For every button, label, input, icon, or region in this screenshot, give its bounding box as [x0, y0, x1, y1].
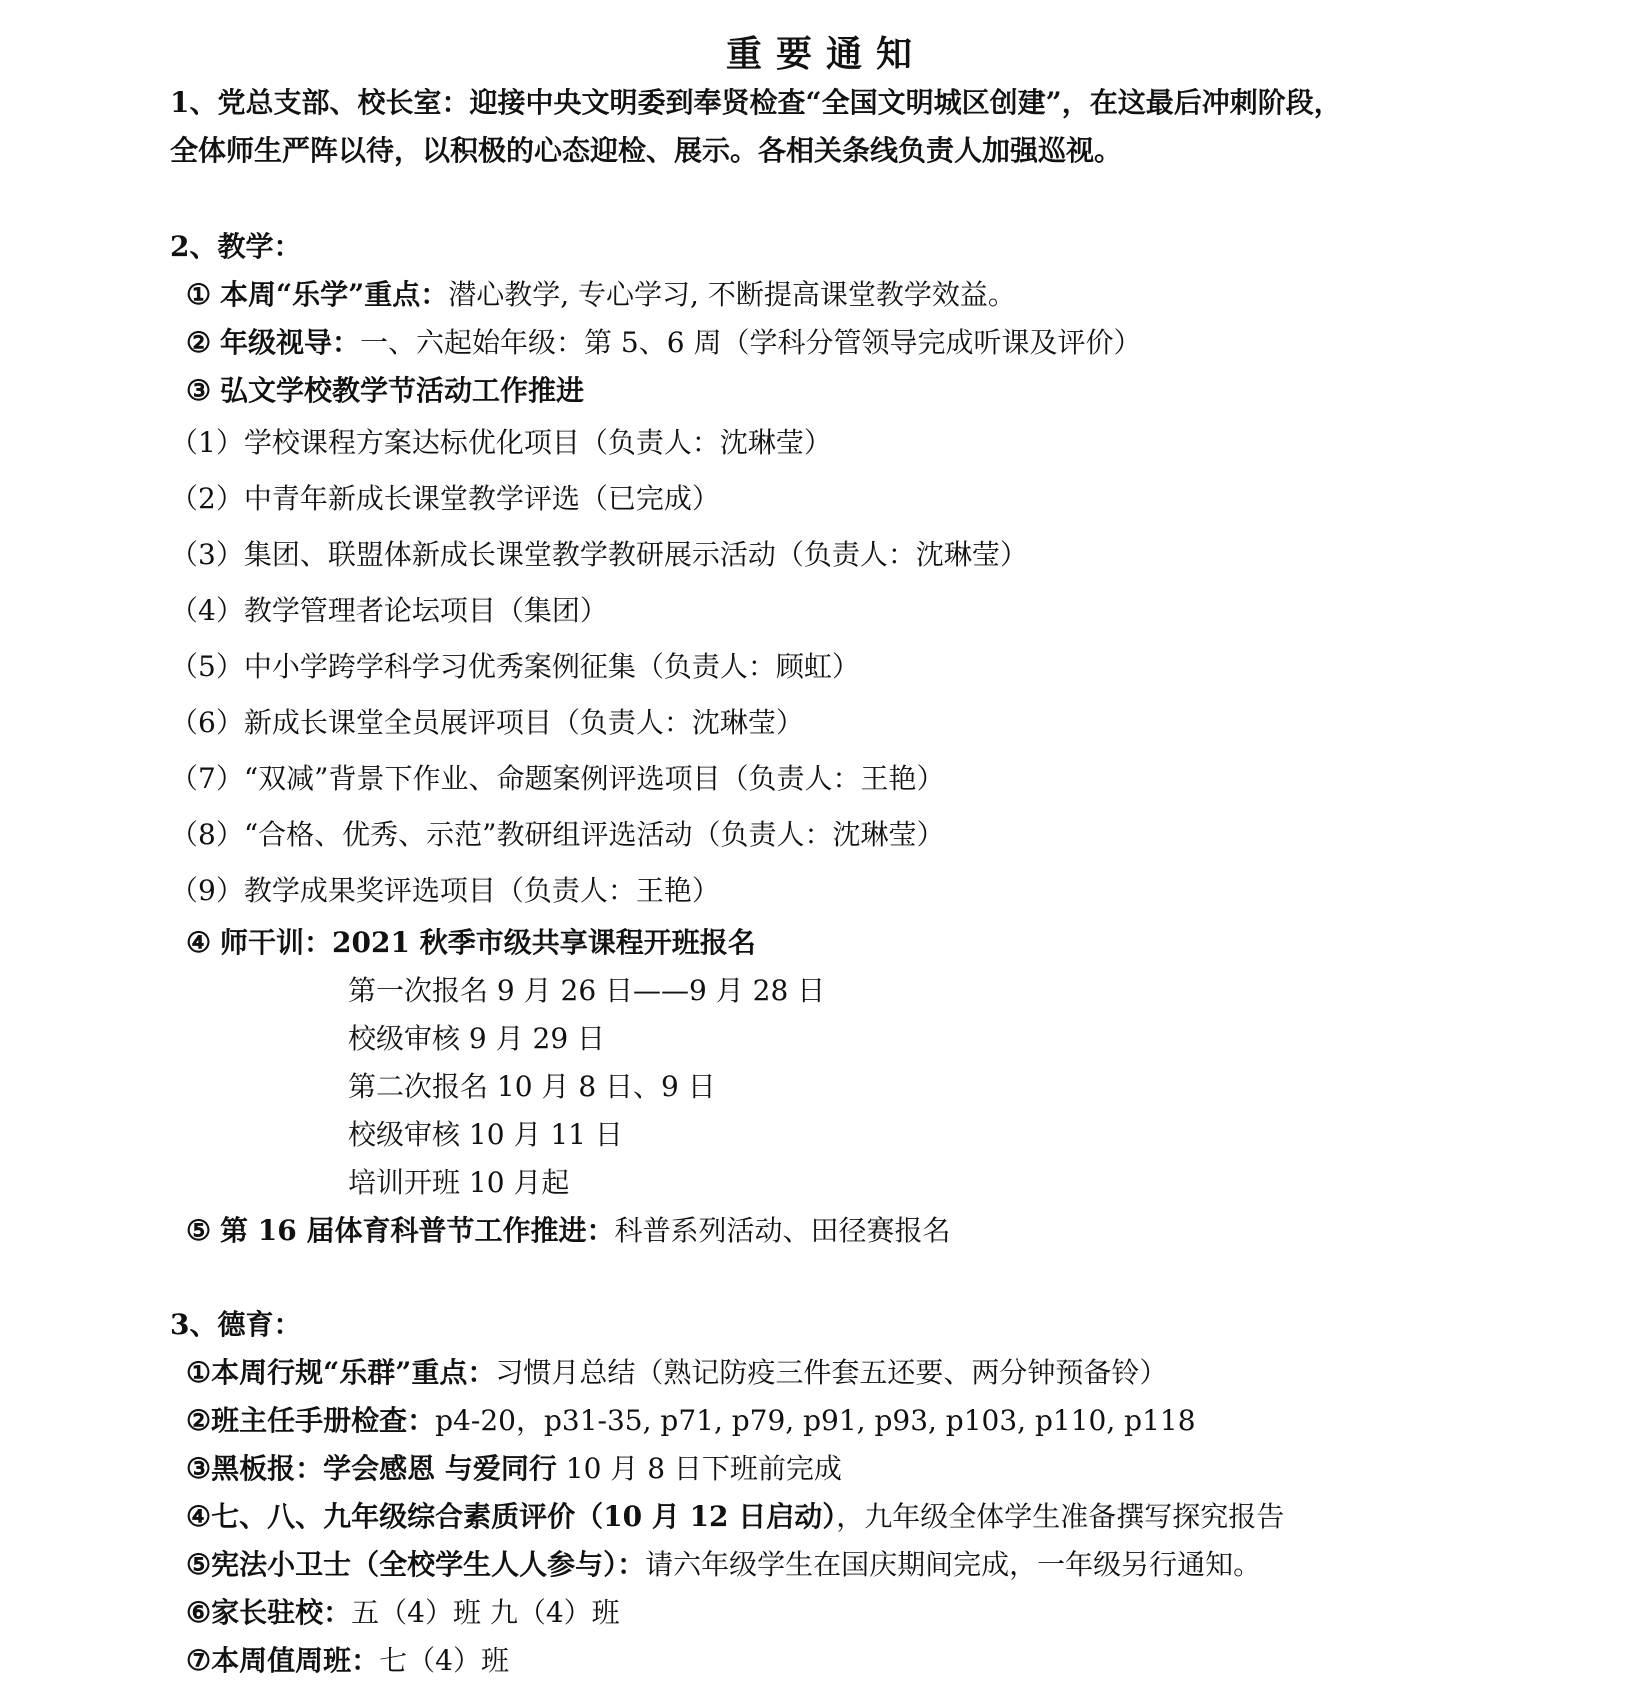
item-text: 五（4）班 九（4）班: [351, 1596, 620, 1629]
item-label: 黑板报：学会感恩 与爱同行: [211, 1452, 557, 1485]
list-item: （1）学校课程方案达标优化项目（负责人：沈琳莹）: [170, 426, 832, 459]
list-item: （6）新成长课堂全员展评项目（负责人：沈琳莹）: [170, 706, 804, 739]
item-label: 宪法小卫士（全校学生人人参与）：: [211, 1548, 646, 1581]
item-label: 本周行规“乐群”重点：: [211, 1356, 496, 1389]
item-number-4: ④: [186, 926, 212, 959]
item-text: 潜心教学, 专心学习, 不断提高课堂教学效益。: [448, 278, 1016, 311]
item-number-3: ③: [186, 1452, 212, 1485]
item-text: 习惯月总结（熟记防疫三件套五还要、两分钟预备铃）: [495, 1356, 1168, 1389]
item-number-7: ⑦: [186, 1644, 212, 1677]
item-text: 科普系列活动、田径赛报名: [614, 1214, 951, 1247]
section-2-heading: 2、教学：: [170, 230, 302, 263]
schedule-row: 第二次报名 10 月 8 日、9 日: [348, 1070, 716, 1103]
section-1-line-2: 全体师生严阵以待，以积极的心态迎检、展示。各相关条线负责人加强巡视。: [170, 134, 1123, 167]
moral-item-2: [186, 1404, 1196, 1438]
list-item: （9）教学成果奖评选项目（负责人：王艳）: [170, 874, 720, 907]
schedule-row: 培训开班 10 月起: [348, 1166, 570, 1199]
item-text: 七（4）班: [379, 1644, 509, 1677]
moral-item-5: [186, 1548, 1261, 1582]
list-item: （2）中青年新成长课堂教学评选（已完成）: [170, 482, 720, 515]
list-item: （7）“双减”背景下作业、命题案例评选项目（负责人：王艳）: [170, 762, 945, 795]
list-item: （5）中小学跨学科学习优秀案例征集（负责人：顾虹）: [170, 650, 860, 683]
list-item: （8）“合格、优秀、示范”教研组评选活动（负责人：沈琳莹）: [170, 818, 945, 851]
teaching-item-3: [186, 374, 584, 408]
item-label: 七、八、九年级综合素质评价（10 月 12 日启动）: [211, 1500, 837, 1533]
moral-item-3: [186, 1452, 842, 1486]
schedule-row: 校级审核 9 月 29 日: [348, 1022, 606, 1055]
list-item: （4）教学管理者论坛项目（集团）: [170, 594, 608, 627]
teaching-item-2: [186, 326, 1141, 360]
list-item: （3）集团、联盟体新成长课堂教学教研展示活动（负责人：沈琳莹）: [170, 538, 1028, 571]
item-label: 本周值周班：: [211, 1644, 380, 1677]
moral-item-7: [186, 1644, 509, 1678]
item-label: 家长驻校：: [211, 1596, 352, 1629]
page-title: 重要通知: [725, 33, 926, 75]
item-number-5: ⑤: [186, 1548, 212, 1581]
item-number-2: ②: [186, 326, 212, 359]
item-number-1: ①: [186, 278, 212, 311]
teaching-item-4: [186, 926, 756, 960]
item-label: 本周“乐学”重点：: [220, 278, 449, 311]
item-text: 一、六起始年级：第 5、6 周（学科分管领导完成听课及评价）: [360, 326, 1142, 359]
item-text: p4-20，p31-35, p71, p79, p91, p93, p103, p110, p118: [435, 1404, 1196, 1437]
section-3-heading: 3、德育：: [170, 1308, 302, 1341]
item-number-6: ⑥: [186, 1596, 212, 1629]
item-number-2: ②: [186, 1404, 212, 1437]
teaching-item-5: [186, 1214, 951, 1248]
schedule-row: 第一次报名 9 月 26 日——9 月 28 日: [348, 974, 826, 1007]
item-number-5: ⑤: [186, 1214, 212, 1247]
section-1-line-1: 1、党总支部、校长室：迎接中央文明委到奉贤检查“全国文明城区创建”，在这最后冲刺阶段，: [170, 86, 1342, 119]
item-text: 请六年级学生在国庆期间完成，一年级另行通知。: [645, 1548, 1262, 1581]
item-label: 年级视导：: [220, 326, 361, 359]
item-number-4: ④: [186, 1500, 212, 1533]
item-text: ，九年级全体学生准备撰写探究报告: [836, 1500, 1285, 1533]
teaching-item-1: [186, 278, 1016, 312]
item-text: 10 月 8 日下班前完成: [556, 1452, 842, 1485]
schedule-row: 校级审核 10 月 11 日: [348, 1118, 623, 1151]
item-label: 弘文学校教学节活动工作推进: [220, 374, 585, 407]
moral-item-1: [186, 1356, 1167, 1390]
item-label: 第 16 届体育科普节工作推进：: [220, 1214, 615, 1247]
item-label: 班主任手册检查：: [211, 1404, 436, 1437]
item-label: 师干训：2021 秋季市级共享课程开班报名: [220, 926, 756, 959]
item-number-3: ③: [186, 374, 212, 407]
moral-item-6: [186, 1596, 620, 1630]
moral-item-4: [186, 1500, 1284, 1534]
item-number-1: ①: [186, 1356, 212, 1389]
